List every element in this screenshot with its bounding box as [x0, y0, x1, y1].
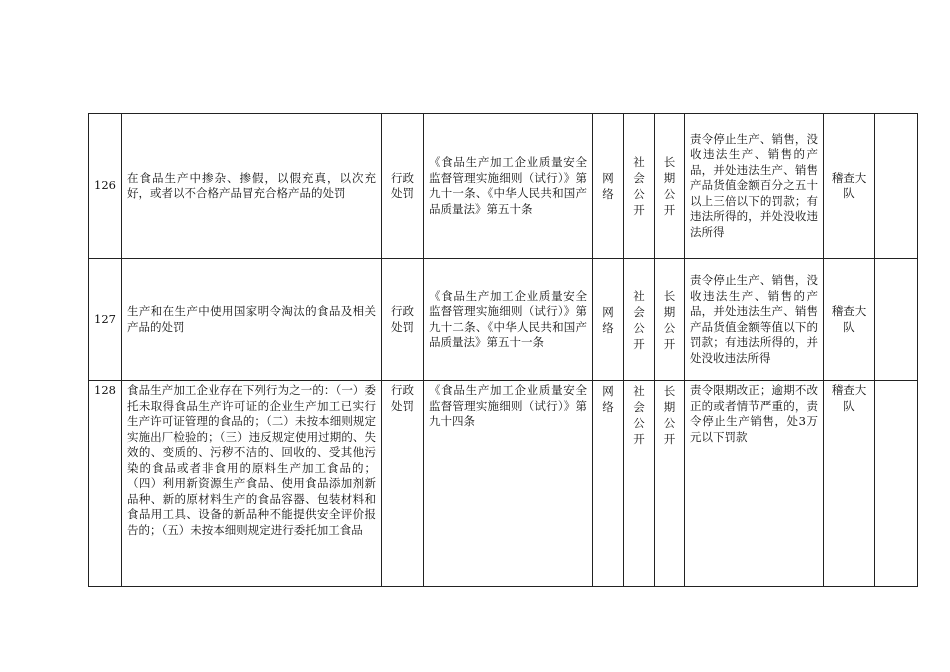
publish-channel-cell: 网络: [593, 114, 624, 259]
item-type-cell: 行政处罚: [382, 114, 424, 259]
item-name-cell: 生产和在生产中使用国家明令淘汰的食品及相关产品的处罚: [122, 259, 382, 381]
responsible-unit-cell: 稽查大队: [824, 114, 875, 259]
row-number: 127: [89, 259, 122, 381]
note-cell: [875, 259, 918, 381]
table-row: [89, 381, 918, 587]
legal-basis-cell: 《食品生产加工企业质量安全监督管理实施细则（试行）》第九十一条、《中华人民共和国产品质量法》第五十条: [424, 114, 593, 259]
responsible-unit-cell: 稽查大队: [824, 381, 875, 587]
item-type-cell: 行政处罚: [382, 381, 424, 587]
table-row: [89, 114, 918, 259]
note-cell: [875, 381, 918, 587]
publish-channel-cell: 网络: [593, 381, 624, 587]
row-number: 128: [89, 381, 122, 587]
note-cell: [875, 114, 918, 259]
responsible-unit-cell: 稽查大队: [824, 259, 875, 381]
publish-period-cell: 长期公开: [655, 381, 685, 587]
publish-channel-cell: 网络: [593, 259, 624, 381]
publish-scope-cell: 社会公开: [624, 381, 655, 587]
legal-basis-cell: 《食品生产加工企业质量安全监督管理实施细则（试行）》第九十四条: [424, 381, 593, 587]
publish-period-cell: 长期公开: [655, 259, 685, 381]
publish-period-cell: 长期公开: [655, 114, 685, 259]
table-row: [89, 259, 918, 381]
item-type-cell: 行政处罚: [382, 259, 424, 381]
item-name-cell: 在食品生产中掺杂、掺假，以假充真，以次充好，或者以不合格产品冒充合格产品的处罚: [122, 114, 382, 259]
enforcement-items-table: [88, 113, 918, 587]
legal-basis-cell: 《食品生产加工企业质量安全监督管理实施细则（试行）》第九十二条、《中华人民共和国产品质量法》第五十一条: [424, 259, 593, 381]
publish-scope-cell: 社会公开: [624, 114, 655, 259]
penalty-cell: 责令限期改正；逾期不改正的或者情节严重的，责令停止生产销售，处3万元以下罚款: [685, 381, 824, 587]
row-number: 126: [89, 114, 122, 259]
item-name-cell: 食品生产加工企业存在下列行为之一的：（一）委托未取得食品生产许可证的企业生产加工已实行生产许可证管理的食品的；（二）未按本细则规定实施出厂检验的；（三）违反规定使用过期的、失效的、变质的、污秽不洁的、回收的、受其他污染的食品或者非食用的原料生产加工食品的；（四）利用新资源生产食品、使用食品添加剂新品种、新的原材料生产的食品容器、包装材料和食品用工具、设备的新品种不能提供安全评价报告的；（五）未按本细则规定进行委托加工食品: [122, 381, 382, 587]
penalty-cell: 责令停止生产、销售，没收违法生产、销售的产品，并处违法生产、销售产品货值金额等值以下的罚款；有违法所得的，并处没收违法所得: [685, 259, 824, 381]
penalty-cell: 责令停止生产、销售，没收违法生产、销售的产品，并处违法生产、销售产品货值金额百分之五十以上三倍以下的罚款；有违法所得的，并处没收违法所得: [685, 114, 824, 259]
publish-scope-cell: 社会公开: [624, 259, 655, 381]
